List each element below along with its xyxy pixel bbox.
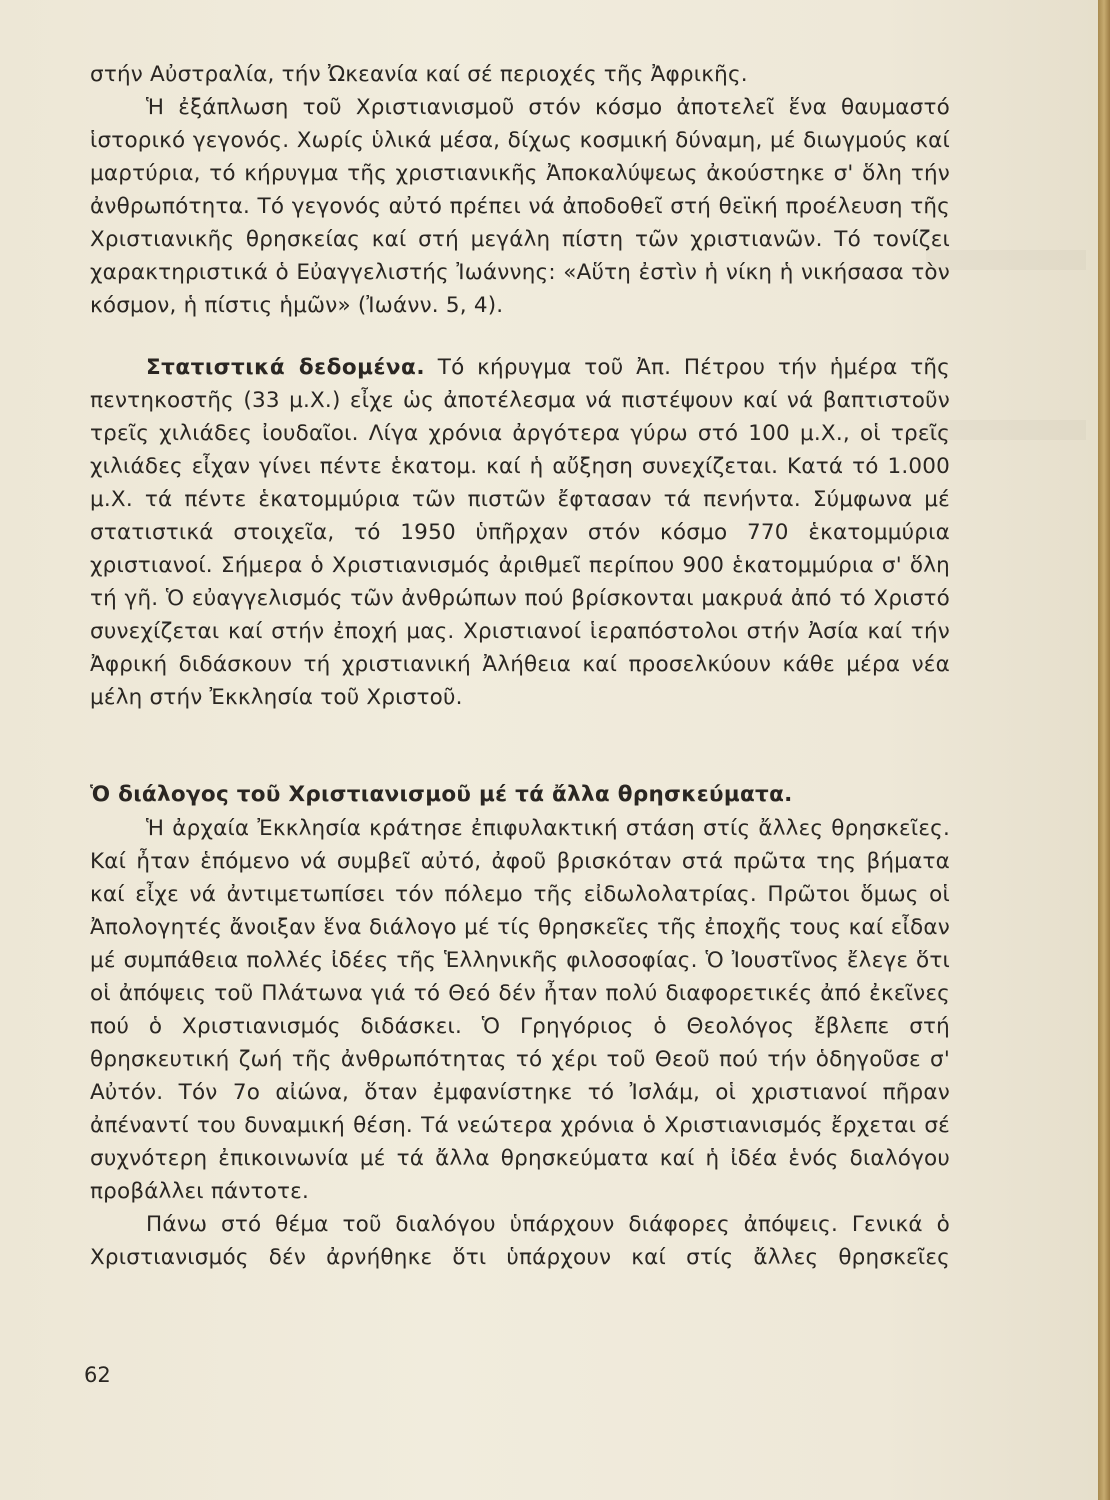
- bleed-through-shade: [926, 420, 1086, 440]
- section-heading-dialogue: Ὁ διάλογος τοῦ Χριστιανισμοῦ μέ τά ἄλλα θρησκεύματα.: [90, 782, 793, 807]
- paragraph-dialogue-2: Πάνω στό θέμα τοῦ διαλόγου ὑπάρχουν διάφορες ἀπόψεις. Γενικά ὁ Χριστιανισμός δέν ἀρνήθηκε ὅτι ὑπάρχουν καί στίς ἄλλες θρησκεῖες: [90, 1212, 950, 1270]
- statistics-body: Τό κήρυγμα τοῦ Ἀπ. Πέτρου τήν ἡμέρα τῆς πεντηκοστῆς (33 μ.Χ.) εἶχε ὡς ἀποτέλεσμα νά πιστέψουν καί νά βαπτιστοῦν τρεῖς χιλιάδες ἰουδαῖοι. Λίγα χρόνια ἀργότερα γύρω στό 100 μ.Χ., οἱ τρεῖς χιλιάδες εἶχαν γίνει πέντε ἑκατομ. καί ἡ αὔξηση συνεχίζεται. Κατά τό 1.000 μ.Χ. τά πέντε ἑκατομμύρια τῶν πιστῶν ἔφτασαν τά πενήντα. Σύμφωνα μέ στατιστικά στοιχεῖα, τό 1950 ὑπῆρχαν στόν κόσμο 770 ἑκατομμύρια χριστιανοί. Σήμερα ὁ Χριστιανισμός ἀριθμεῖ περίπου 900 ἑκατομμύρια σ' ὅλη τή γῆ. Ὁ εὐαγγελισμός τῶν ἀνθρώπων πού βρίσκονται μακρυά ἀπό τό Χριστό συνεχίζεται καί στήν ἐποχή μας. Χριστιανοί ἱεραπόστολοι στήν Ἀσία καί τήν Ἀφρική διδάσκουν τή χριστιανική Ἀλήθεια καί προσελκύουν κάθε μέρα νέα μέλη στήν Ἐκκλησία τοῦ Χριστοῦ.: [90, 355, 950, 710]
- page-edge: [1098, 0, 1110, 1500]
- paragraph-continuation: στήν Αὐστραλία, τήν Ὠκεανία καί σέ περιοχές τῆς Ἀφρικῆς.: [90, 62, 748, 87]
- bleed-through-shade: [926, 250, 1086, 270]
- paragraph-dialogue-1: Ἡ ἀρχαία Ἐκκλησία κράτησε ἐπιφυλακτική στάση στίς ἄλλες θρησκεῖες. Καί ἦταν ἑπόμενο νά συμβεῖ αὐτό, ἀφοῦ βρισκόταν στά πρῶτα της βήματα καί εἶχε νά ἀντιμετωπίσει τόν πόλεμο τῆς εἰδωλολατρίας. Πρῶτοι ὅμως οἱ Ἀπολογητές ἄνοιξαν ἕνα διάλογο μέ τίς θρησκεῖες τῆς ἐποχῆς τους καί εἶδαν μέ συμπάθεια πολλές ἰδέες τῆς Ἑλληνικῆς φιλοσοφίας. Ὁ Ἰουστῖνος ἔλεγε ὅτι οἱ ἀπόψεις τοῦ Πλάτωνα γιά τό Θεό δέν ἦταν πολύ διαφορετικές ἀπό ἐκεῖνες πού ὁ Χριστιανισμός διδάσκει. Ὁ Γρηγόριος ὁ Θεολόγος ἔβλεπε στή θρησκευτική ζωή τῆς ἀνθρωπότητας τό χέρι τοῦ Θεοῦ πού τήν ὁδηγοῦσε σ' Αὐτόν. Τόν 7ο αἰώνα, ὅταν ἐμφανίστηκε τό Ἰσλάμ, οἱ χριστιανοί πῆραν ἀπέναντί του δυναμική θέση. Τά νεώτερα χρόνια ὁ Χριστιανισμός ἔρχεται σέ συχνότερη ἐπικοινωνία μέ τά ἄλλα θρησκεύματα καί ἡ ἰδέα ἑνός διαλόγου προβάλλει πάντοτε.: [90, 816, 950, 1204]
- spacer: [90, 322, 950, 351]
- spacer: [90, 714, 950, 778]
- statistics-heading: Στατιστικά δεδομένα.: [146, 355, 425, 380]
- page-text: [90, 58, 950, 1274]
- paragraph-statistics: [90, 351, 950, 714]
- page-number: 62: [84, 1363, 111, 1387]
- paragraph-spread-of-christianity: Ἡ ἐξάπλωση τοῦ Χριστιανισμοῦ στόν κόσμο ἀποτελεῖ ἕνα θαυμαστό ἱστορικό γεγονός. Χωρίς ὑλικά μέσα, δίχως κοσμική δύναμη, μέ διωγμούς καί μαρτύρια, τό κήρυγμα τῆς χριστιανικῆς Ἀποκαλύψεως ἀκούστηκε σ' ὅλη τήν ἀνθρωπότητα. Τό γεγονός αὐτό πρέπει νά ἀποδοθεῖ στή θεϊκή προέλευση τῆς Χριστιανικῆς θρησκείας καί στή μεγάλη πίστη τῶν χριστιανῶν. Τό τονίζει χαρακτηριστικά ὁ Εὐαγγελιστής Ἰωάννης: «Αὕτη ἐστὶν ἡ νίκη ἡ νικήσασα τὸν κόσμον, ἡ πίστις ἡμῶν» (Ἰωάνν. 5, 4).: [90, 95, 950, 318]
